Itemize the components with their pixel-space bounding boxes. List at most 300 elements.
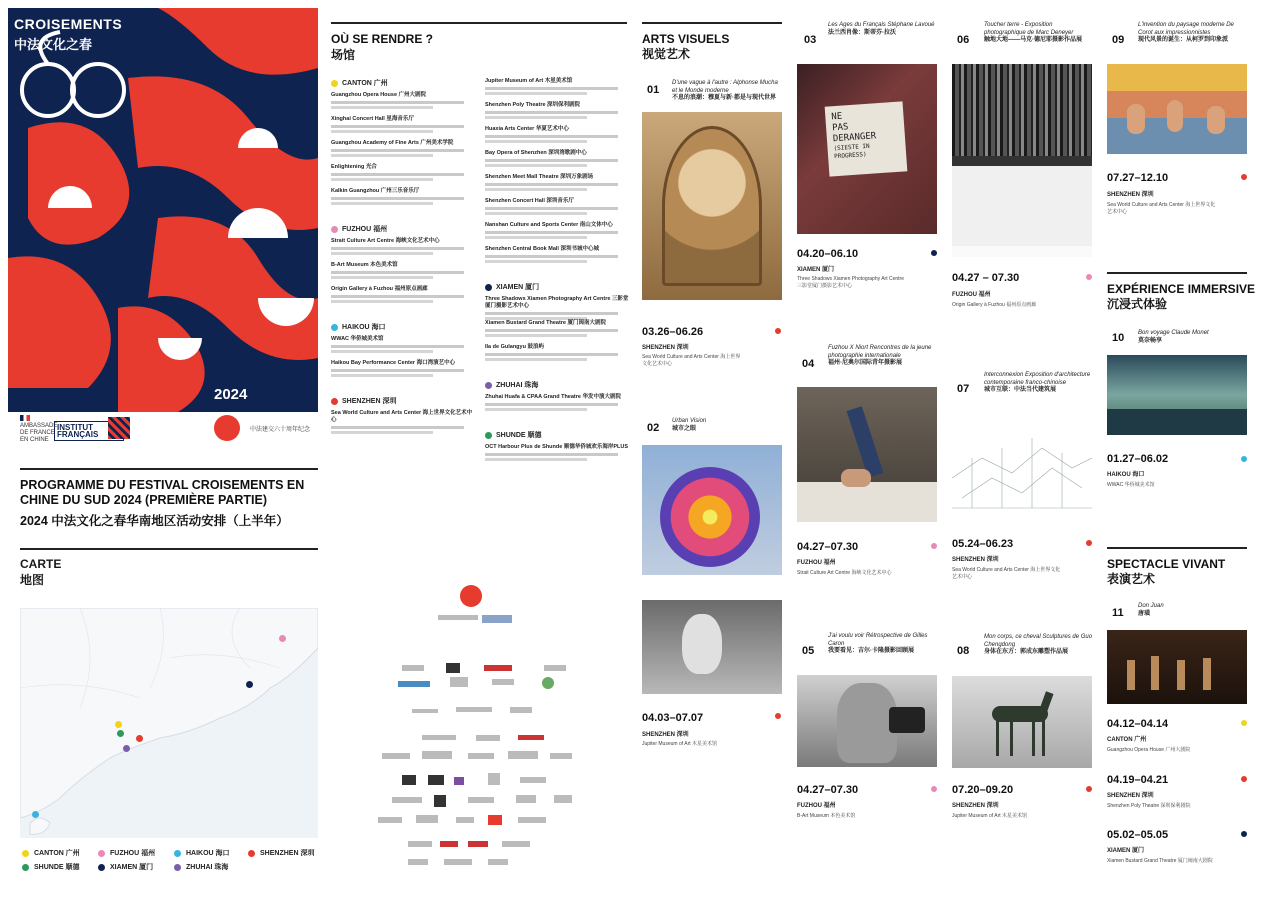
city-dot: [485, 284, 492, 291]
sponsor-logo: [398, 681, 430, 687]
sponsor-logo: [456, 707, 492, 712]
event-date: 04.20–06.10: [797, 248, 859, 260]
divider: [1107, 272, 1247, 274]
event-number: 06: [957, 34, 970, 46]
venue-address-line: [485, 403, 618, 406]
sponsor-logo: [434, 795, 446, 807]
urban-vision-image: [642, 445, 782, 575]
city-dot: [331, 80, 338, 87]
event-venue: Sea World Culture and Arts Center 海上世界文化艺术中心: [642, 354, 741, 367]
handstand-photo-image: [797, 387, 937, 522]
sponsor-logo: [446, 663, 460, 673]
event-title: Les Ages du Français Stéphane Lavoué 法兰西肖像：斯蒂芬·拉沃: [828, 22, 935, 36]
sign-paper: NE PAS DERANGER (SIESTE IN PROGRESS): [825, 101, 908, 176]
city-dot: [331, 226, 338, 233]
venues-column-2: [485, 78, 630, 578]
event-venue: Jupiter Museum of Art 木星美术馆: [952, 813, 1028, 819]
venues-column-1: [331, 78, 481, 578]
sponsor-logo: [502, 841, 530, 847]
venue-city-heading: ZHUHAI 珠海: [485, 380, 538, 390]
legend-shenzhen: SHENZHEN 深圳: [248, 848, 314, 858]
event-city: FUZHOU 福州: [797, 560, 836, 566]
event-number: 02: [647, 422, 660, 434]
venue-address-line: [331, 149, 464, 152]
venue-name: Three Shadows Xiamen Photography Art Centre 三影堂厦门摄影艺术中心: [485, 296, 629, 309]
street-mural-image: [642, 600, 782, 694]
map-marker-shenzhen[interactable]: [136, 735, 143, 742]
program-title-fr: PROGRAMME DU FESTIVAL CROISEMENTS EN CHINE DU SUD 2024 (PREMIÈRE PARTIE): [20, 478, 305, 507]
festival-poster: [8, 8, 318, 412]
floor-reflection: [1107, 409, 1247, 435]
sketch-lines: [952, 418, 1092, 518]
sponsor-logo: [392, 797, 422, 803]
venue-entry: [485, 174, 630, 191]
venue-name: Haikou Bay Performance Center 海口湾演艺中心: [331, 360, 456, 366]
venue-address-line: [485, 236, 587, 239]
venue-name: Shenzhen Concert Hall 深圳音乐厅: [485, 198, 574, 204]
sponsor-logo: [488, 859, 508, 865]
venue-entry: [485, 344, 630, 361]
sponsor-logo: [438, 615, 478, 620]
legend-dot: [98, 864, 105, 871]
venue-entry: [485, 444, 630, 461]
venue-name: Nanshan Culture and Sports Center 南山文体中心: [485, 222, 613, 228]
pattern-logo: [108, 417, 130, 439]
arts-title-fr: ARTS VISUELS: [642, 32, 730, 46]
sponsor-logo: [454, 777, 464, 785]
venues-title-fr: OÙ SE RENDRE ?: [331, 32, 434, 46]
legend-canton: CANTON 广州: [22, 848, 80, 858]
city-dot: [1241, 831, 1247, 837]
event-city: CANTON 广州: [1107, 737, 1147, 743]
venue-address-line: [485, 164, 587, 167]
sponsor-logo: [542, 677, 554, 689]
sponsor-logo: [508, 751, 538, 759]
event-date: 05.02–05.05: [1107, 829, 1169, 841]
venue-name: Enlightening 光合: [331, 164, 377, 170]
city-dot: [1086, 540, 1092, 546]
wall: [952, 166, 1092, 246]
poster-graphic: [8, 8, 318, 412]
mucha-image: [642, 112, 782, 300]
legend-dot: [22, 864, 29, 871]
sponsor-logo: [554, 795, 572, 803]
venue-address-line: [485, 334, 587, 337]
sponsor-logo: [488, 815, 502, 825]
event-number: 03: [804, 34, 817, 46]
venue-city-heading: XIAMEN 厦门: [485, 282, 539, 292]
sponsor-logo: [516, 795, 536, 803]
event-date: 04.27–07.30: [797, 784, 859, 796]
legend-dot: [174, 864, 181, 871]
map-marker-zhuhai[interactable]: [123, 745, 130, 752]
venue-name: Jupiter Museum of Art 木星美术馆: [485, 78, 573, 84]
venue-address-line: [485, 135, 618, 138]
venue-address-line: [485, 260, 587, 263]
horse-neck: [1038, 691, 1053, 714]
venue-address-line: [331, 374, 433, 377]
horse-leg: [1010, 720, 1013, 756]
poster-title-fr: CROISEMENTS: [14, 16, 123, 32]
venue-name: Xinghai Concert Hall 星海音乐厅: [331, 116, 414, 122]
venue-address-line: [331, 202, 433, 205]
venue-name: WWAC 华侨城美术馆: [331, 336, 384, 342]
legend-shunde: SHUNDE 顺德: [22, 862, 80, 872]
venue-address-line: [331, 106, 433, 109]
event-venue: Guangzhou Opera House 广州大剧院: [1107, 747, 1191, 753]
venue-entry: [331, 188, 476, 205]
sponsor-logo: [510, 707, 532, 713]
venue-entry: [331, 238, 476, 255]
venue-address-line: [331, 178, 433, 181]
ambassade-logo: AMBASSADE DE FRANCE EN CHINE: [20, 415, 56, 444]
event-date: 04.19–04.21: [1107, 774, 1169, 786]
venue-city-heading: FUZHOU 福州: [331, 224, 387, 234]
program-title-zh: 2024 中法文化之春华南地区活动安排（上半年）: [20, 514, 289, 528]
venue-address-line: [485, 453, 618, 456]
venue-name: Guangzhou Opera House 广州大剧院: [331, 92, 427, 98]
venues-title-zh: 场馆: [331, 48, 356, 62]
venue-name: Huaxia Arts Center 华夏艺术中心: [485, 126, 569, 132]
event-date: 04.27 – 07.30: [952, 272, 1020, 284]
venue-address-line: [331, 271, 464, 274]
institut-logo: INSTITUT FRANÇAIS: [54, 421, 124, 441]
legend-haikou: HAIKOU 海口: [174, 848, 230, 858]
event-city: XIAMEN 厦门: [797, 267, 835, 273]
legend-xiamen: XIAMEN 厦门: [98, 862, 153, 872]
city-dot: [485, 382, 492, 389]
venue-address-line: [331, 101, 464, 104]
sponsor-logo: [492, 679, 514, 685]
sponsor-logo: [382, 753, 410, 759]
venue-address-line: [485, 408, 587, 411]
venue-entry: [485, 78, 630, 95]
legend-fuzhou: FUZHOU 福州: [98, 848, 155, 858]
venue-entry: [331, 116, 476, 133]
event-date: 07.20–09.20: [952, 784, 1014, 796]
event-title: Don Juan 唐璜: [1138, 603, 1164, 617]
sponsor-logo: [402, 775, 416, 785]
sponsor-logo: [402, 665, 424, 671]
city-dot: [485, 432, 492, 439]
city-dot: [931, 786, 937, 792]
mural-face: [682, 614, 722, 674]
event-city: FUZHOU 福州: [952, 292, 991, 298]
event-date: 04.27–07.30: [797, 541, 859, 553]
event-title: D'une vague à l'autre : Alphonse Mucha et le Monde moderne 不息的浪潮：穆夏与新·都是与现代世界: [672, 80, 778, 101]
event-venue: Sea World Culture and Arts Center 海上世界文化艺术中心: [952, 567, 1061, 580]
event-title: Urban Vision 城市之眼: [672, 418, 707, 432]
sponsor-logo: [518, 735, 544, 740]
venue-address-line: [331, 197, 464, 200]
event-city: HAIKOU 海口: [1107, 472, 1145, 478]
venue-entry: [331, 336, 476, 353]
venue-address-line: [331, 369, 464, 372]
city-dot: [931, 543, 937, 549]
map-marker-xiamen[interactable]: [246, 681, 253, 688]
sponsor-logo: [440, 841, 458, 847]
flag-icon: [20, 415, 30, 421]
event-date: 03.26–06.26: [642, 326, 704, 338]
event-number: 08: [957, 645, 970, 657]
venue-name: Ila de Gulangyu 鼓浪屿: [485, 344, 544, 350]
venue-entry: [485, 320, 630, 337]
venue-entry: [331, 360, 476, 377]
event-title: L'invention du paysage moderne De Corot aux impressionnistes 现代风景的诞生：从柯罗到印象派: [1138, 22, 1234, 43]
event-number: 09: [1112, 34, 1125, 46]
city-dot: [1241, 776, 1247, 782]
event-city: SHENZHEN 深圳: [642, 732, 689, 738]
event-title: Mon corps, ce cheval Sculptures de Guo Chengdong 身体在东方：郭成东雕塑作品展: [984, 634, 1093, 655]
venue-name: Shenzhen Meet Mall Theatre 深圳万象剧场: [485, 174, 594, 180]
sponsor-logo: [450, 677, 468, 687]
venue-name: Guangzhou Academy of Fine Arts 广州美术学院: [331, 140, 454, 146]
venue-address-line: [485, 87, 618, 90]
event-date: 01.27–06.02: [1107, 453, 1169, 465]
sponsor-logo: [476, 735, 500, 741]
event-date: 04.12–04.14: [1107, 718, 1169, 730]
event-venue: B-Art Museum 本色美术馆: [797, 813, 856, 819]
venue-name: Origin Gallery à Fuzhou 福州原点画廊: [331, 286, 428, 292]
venue-address-line: [331, 426, 464, 429]
venue-address-line: [331, 252, 433, 255]
venue-entry: [485, 150, 630, 167]
venue-address-line: [331, 125, 464, 128]
city-dot: [775, 328, 781, 334]
sponsor-logo: [468, 753, 494, 759]
venue-entry: [485, 394, 630, 411]
wall-top: [952, 156, 1092, 166]
poster-year: 2024: [214, 386, 248, 403]
sponsor-logo: [484, 665, 512, 671]
immersive-title-fr: EXPÉRIENCE IMMERSIVE: [1107, 282, 1256, 296]
event-city: SHENZHEN 深圳: [952, 803, 999, 809]
spectacle-title-fr: SPECTACLE VIVANT: [1107, 557, 1226, 571]
landscape-painting-image: [1107, 64, 1247, 154]
event-number: 11: [1112, 607, 1124, 619]
venue-address-line: [485, 92, 587, 95]
map-graphic: [20, 608, 318, 838]
event-venue: Sea World Culture and Arts Center 海上世界文化艺术中心: [1107, 202, 1216, 215]
event-title: Toucher terre - Exposition photographique de Marc Deneyer 触地大地——马克·德尼耶摄影作品展: [984, 22, 1082, 43]
dancer: [1151, 656, 1159, 690]
spectacle-title-zh: 表演艺术: [1107, 572, 1156, 586]
venue-name: Strait Culture Art Centre 海峡文化艺术中心: [331, 238, 440, 244]
venue-city-heading: HAIKOU 海口: [331, 322, 386, 332]
festival-logo-text: 中法建交六十周年纪念: [250, 427, 311, 433]
venue-name: B-Art Museum 本色美术馆: [331, 262, 398, 268]
venue-address-line: [485, 353, 618, 356]
sponsor-logo: [550, 753, 572, 759]
event-title: Fuzhou X Niort Rencontres de la jeune photographie internationale 福州·尼奥尔国际青年摄影展: [828, 345, 932, 366]
venue-entry: [331, 262, 476, 279]
venue-entry: [485, 198, 630, 215]
event-venue: Jupiter Museum of Art 木星美术馆: [642, 741, 718, 747]
venue-entry: [485, 222, 630, 239]
venue-address-line: [485, 116, 587, 119]
photographer-image: [797, 675, 937, 767]
venue-address-line: [331, 295, 464, 298]
event-city: XIAMEN 厦门: [1107, 848, 1145, 854]
sponsor-logo: [488, 773, 500, 785]
sponsor-logo: [444, 859, 472, 865]
venue-address-line: [485, 255, 618, 258]
venue-entry: [485, 102, 630, 119]
city-dot: [775, 713, 781, 719]
mucha-figure: [662, 126, 762, 286]
venue-address-line: [485, 358, 587, 361]
sponsor-logo: [422, 735, 456, 740]
venue-name: Sea World Culture and Arts Center 海上世界文化艺术中心: [331, 410, 473, 423]
city-dot: [1241, 174, 1247, 180]
sponsors-block: [372, 585, 592, 875]
venue-address-line: [331, 431, 433, 434]
event-venue: Xiamen Bustard Grand Theatre 厦门闽南大剧院: [1107, 858, 1213, 864]
don-juan-image: [1107, 630, 1247, 704]
immersive-title-zh: 沉浸式体验: [1107, 297, 1168, 311]
city-dot: [1241, 456, 1247, 462]
sign-photo-image: [797, 64, 937, 234]
event-date: 05.24–06.23: [952, 538, 1014, 550]
partner-logos: [20, 413, 316, 451]
venue-entry: [485, 296, 630, 320]
bamboo-wall-image: [952, 64, 1092, 257]
dancer: [1203, 658, 1211, 690]
horse-leg: [1032, 720, 1035, 756]
divider: [20, 548, 318, 550]
event-venue: Three Shadows Xiamen Photography Art Centre 三影堂厦门摄影艺术中心: [797, 276, 905, 289]
event-number: 01: [647, 84, 660, 96]
city-dot: [931, 250, 937, 256]
city-dot: [1086, 274, 1092, 280]
south-china-map: [20, 608, 318, 838]
event-date: 07.27–12.10: [1107, 172, 1169, 184]
legend-dot: [98, 850, 105, 857]
face: [837, 683, 897, 763]
city-dot: [331, 324, 338, 331]
sponsor-logo: [422, 751, 452, 759]
venue-address-line: [485, 183, 618, 186]
map-marker-canton[interactable]: [115, 721, 122, 728]
venue-address-line: [331, 276, 433, 279]
sponsor-logo: [428, 775, 444, 785]
sixty-logo-icon: [214, 415, 240, 441]
venue-address-line: [485, 231, 618, 234]
circle-installation: [660, 467, 760, 567]
event-number: 10: [1112, 332, 1125, 344]
venue-address-line: [485, 188, 587, 191]
event-venue: WWAC 华侨城美术馆: [1107, 482, 1155, 488]
camera: [889, 707, 925, 733]
venue-entry: [485, 246, 630, 263]
divider: [20, 468, 318, 470]
legend-dot: [22, 850, 29, 857]
city-dot: [331, 398, 338, 405]
event-city: SHENZHEN 深圳: [1107, 192, 1154, 198]
sponsor-logo: [518, 817, 546, 823]
venue-entry: [331, 410, 476, 434]
map-marker-fuzhou[interactable]: [279, 635, 286, 642]
sponsor-logo: [378, 817, 402, 823]
bather: [1167, 100, 1183, 132]
event-city: SHENZHEN 深圳: [642, 345, 689, 351]
venue-city-heading: CANTON 广州: [331, 78, 388, 88]
venue-address-line: [331, 345, 464, 348]
city-dot: [1086, 786, 1092, 792]
legend-dot: [248, 850, 255, 857]
sponsor-logo: [412, 709, 438, 713]
sponsor-logo: [408, 841, 432, 847]
event-title: J'ai voulu voir Rétrospective de Gilles Caron 我要看见：吉尔·卡隆摄影回顾展: [828, 633, 928, 654]
event-number: 05: [802, 645, 815, 657]
venue-entry: [331, 140, 476, 157]
map-marker-shunde[interactable]: [117, 730, 124, 737]
venue-address-line: [331, 154, 433, 157]
venue-address-line: [485, 329, 618, 332]
event-city: SHENZHEN 深圳: [1107, 793, 1154, 799]
venue-address-line: [331, 173, 464, 176]
map-marker-haikou[interactable]: [32, 811, 39, 818]
mattress: [797, 482, 937, 522]
horse-sculpture-image: [952, 676, 1092, 768]
venue-address-line: [485, 207, 618, 210]
venue-address-line: [331, 350, 433, 353]
carte-title-fr: CARTE: [20, 557, 62, 571]
venue-entry: [331, 286, 476, 303]
divider: [642, 22, 782, 24]
venue-address-line: [331, 130, 433, 133]
venue-address-line: [485, 312, 618, 315]
venue-address-line: [485, 212, 587, 215]
venue-address-line: [485, 140, 587, 143]
sponsor-logo: [468, 797, 494, 803]
venue-name: OCT Harbour Plus de Shunde 顺德华侨城欢乐海岸PLUS: [485, 444, 629, 450]
figure-torso: [841, 469, 871, 487]
event-city: SHENZHEN 深圳: [952, 557, 999, 563]
venue-name: Kalkin Guangzhou 广州三乐音乐厅: [331, 188, 420, 194]
sponsor-logo: [408, 859, 428, 865]
carte-title-zh: 地图: [20, 573, 45, 587]
bather: [1127, 104, 1145, 134]
bamboo: [952, 64, 1092, 156]
sponsor-logo: [520, 777, 546, 783]
bather: [1207, 106, 1225, 134]
venue-address-line: [485, 458, 587, 461]
dancer: [1177, 660, 1185, 690]
event-number: 04: [802, 358, 815, 370]
sponsor-logo: [468, 841, 488, 847]
divider: [1107, 547, 1247, 549]
poster-title-zh: 中法文化之春: [14, 37, 93, 52]
venue-entry: [331, 92, 476, 109]
arts-title-zh: 视觉艺术: [642, 47, 691, 61]
venue-city-heading: SHENZHEN 深圳: [331, 396, 396, 406]
event-city: FUZHOU 福州: [797, 803, 836, 809]
event-title: Bon voyage Claude Monet 莫奈畅享: [1138, 330, 1209, 344]
venue-name: Xiamen Bustard Grand Theatre 厦门闽南大剧院: [485, 320, 607, 326]
event-venue: Shenzhen Poly Theatre 深圳保利剧院: [1107, 803, 1191, 809]
horse-leg: [996, 720, 999, 756]
event-title: Interconnexion Exposition d'architecture contemporaine franco-chinoise 城市互联：中法当代建筑展: [984, 372, 1091, 393]
venue-city-heading: SHUNDE 顺德: [485, 430, 542, 440]
venue-name: Zhuhai Huafa & CPAA Grand Theatre 华发中演大剧院: [485, 394, 621, 400]
event-date: 04.03–07.07: [642, 712, 704, 724]
city-dot: [1241, 720, 1247, 726]
venue-name: Bay Opera of Shenzhen 深圳湾歌剧中心: [485, 150, 587, 156]
horse-leg: [1042, 720, 1045, 756]
sponsor-logo: [416, 815, 438, 823]
sponsor-logo: [482, 615, 512, 623]
